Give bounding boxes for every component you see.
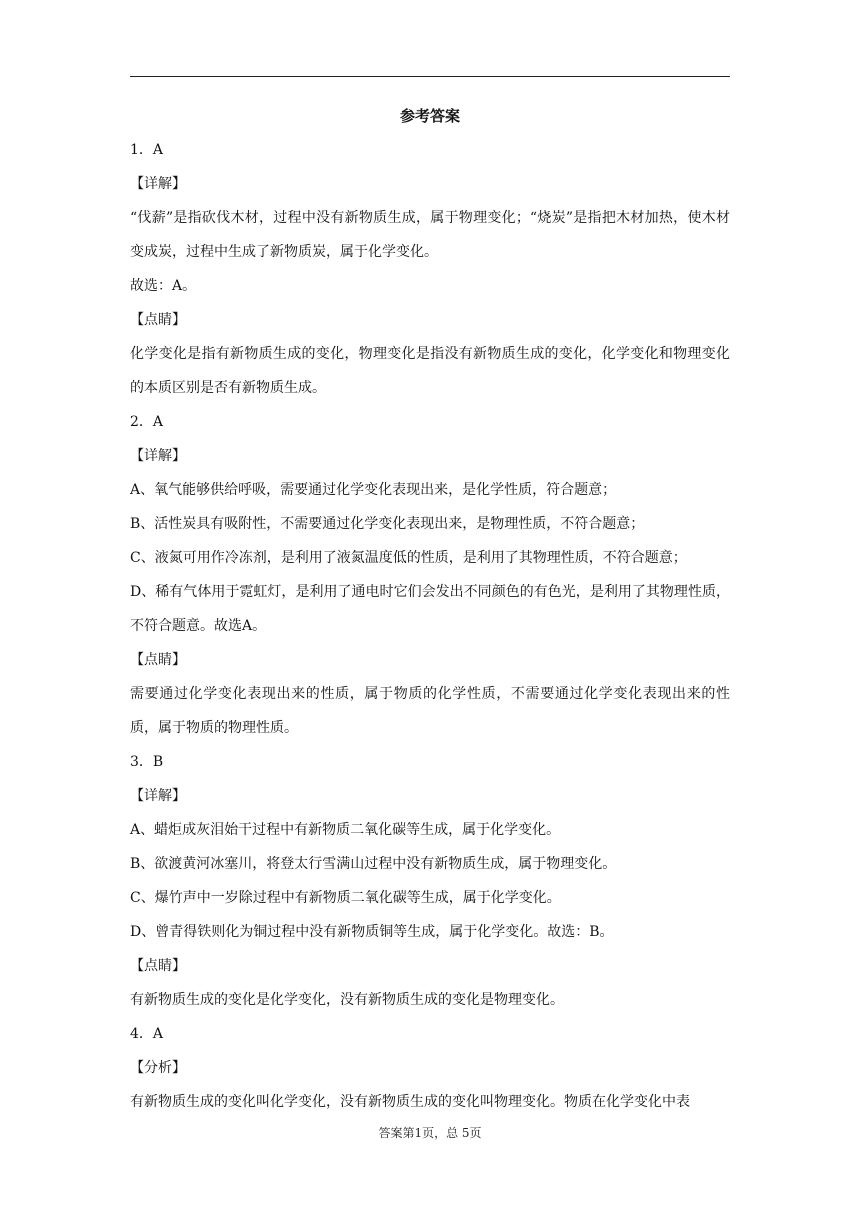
section-heading: 【详解】 — [130, 788, 186, 804]
header-rule — [130, 76, 730, 77]
paragraph: 需要通过化学变化表现出来的性质，属于物质的化学性质，不需要通过化学变化表现出来的性质，属于物质的物理性质。 — [130, 686, 730, 736]
section-heading: 【点睛】 — [130, 312, 186, 328]
section-heading: 【点睛】 — [130, 958, 186, 974]
paragraph: 化学变化是指有新物质生成的变化，物理变化是指没有新物质生成的变化，化学变化和物理变化的本质区别是否有新物质生成。 — [130, 346, 730, 396]
section-heading: 【详解】 — [130, 176, 186, 192]
answer-number: 3．B — [130, 754, 164, 770]
section-heading: 【详解】 — [130, 448, 186, 464]
option-line: B、欲渡黄河冰塞川，将登太行雪满山过程中没有新物质生成，属于物理变化。 — [130, 856, 617, 872]
page-title: 参考答案 — [399, 107, 460, 125]
option-line: A、蜡炬成灰泪始干过程中有新物质二氧化碳等生成，属于化学变化。 — [130, 822, 561, 838]
option-line: D、曾青得铁则化为铜过程中没有新物质铜等生成，属于化学变化。故选：B。 — [130, 924, 614, 940]
answer-number: 4．A — [130, 1026, 164, 1042]
answer-number: 2．A — [130, 414, 164, 430]
option-line: C、爆竹声中一岁除过程中有新物质二氧化碳等生成，属于化学变化。 — [130, 890, 561, 906]
paragraph: “伐薪”是指砍伐木材，过程中没有新物质生成，属于物理变化；“烧炭”是指把木材加热，使木材变成炭，过程中生成了新物质炭，属于化学变化。 — [130, 210, 730, 260]
page-footer: 答案第1页，总 5页 — [378, 1126, 482, 1140]
section-heading: 【点睛】 — [130, 652, 186, 668]
paragraph: 有新物质生成的变化叫化学变化，没有新物质生成的变化叫物理变化。物质在化学变化中表 — [130, 1094, 690, 1110]
option-line: A、氧气能够供给呼吸，需要通过化学变化表现出来，是化学性质，符合题意； — [130, 482, 617, 498]
answer-number: 1．A — [130, 142, 164, 158]
option-line: B、活性炭具有吸附性，不需要通过化学变化表现出来，是物理性质，不符合题意； — [130, 516, 645, 532]
paragraph: 有新物质生成的变化是化学变化，没有新物质生成的变化是物理变化。 — [130, 992, 564, 1008]
option-line: C、液氮可用作冷冻剂，是利用了液氮温度低的性质，是利用了其物理性质，不符合题意； — [130, 550, 687, 566]
answer-content — [130, 100, 730, 1119]
option-line: D、稀有气体用于霓虹灯，是利用了通电时它们会发出不同颜色的有色光，是利用了其物理性质，不符合题意。故选A。 — [130, 584, 730, 634]
section-heading: 【分析】 — [130, 1060, 186, 1076]
answer-choice: 故选：A。 — [130, 278, 197, 294]
